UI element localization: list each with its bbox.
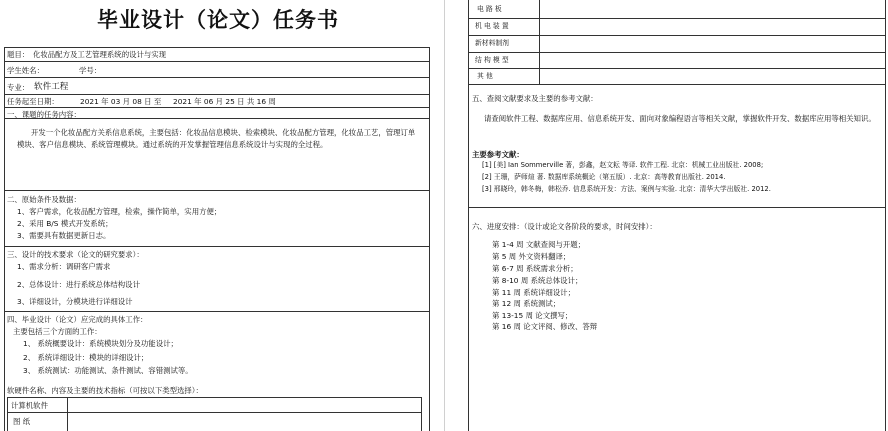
start-date: 2021 年 03 月 08 日 至 bbox=[80, 97, 162, 106]
section2-title: 二、原始条件及数据： bbox=[7, 195, 81, 204]
document-title: 毕业设计（论文）任务书 bbox=[97, 7, 339, 32]
section3-title: 三、设计的技术要求（论文的研究要求）： bbox=[7, 250, 144, 259]
deliverable-software: 计算机软件 bbox=[11, 401, 48, 410]
section2-item: 2、采用 B/S 模式开发系统； bbox=[17, 219, 113, 228]
dates-label: 任务起至日期： bbox=[7, 97, 59, 106]
major-value: 软件工程 bbox=[34, 82, 69, 92]
topic-value: 化妆品配方及工艺管理系统的设计与实现 bbox=[33, 50, 167, 59]
deliverable-electromechanical: 机 电 装 置 bbox=[475, 22, 509, 30]
deliverable-new-material: 新材料制剂 bbox=[475, 39, 509, 47]
deliverable-circuit-board: 电 路 板 bbox=[477, 5, 502, 13]
deliverable-other: 其 他 bbox=[477, 72, 493, 80]
schedule-item: 第 8-10 周 系统总体设计； bbox=[492, 276, 583, 285]
section5-title: 五、查阅文献要求及主要的参考文献： bbox=[472, 94, 598, 103]
reference-item: [3] 邢晓玲，韩冬梅，韩松乔. 信息系统开发：方法、案例与实验. 北京：清华大学出版社. 2012. bbox=[482, 185, 771, 193]
section5-text: 请查阅软件工程、数据库应用、信息系统开发、面向对象编程语言等相关文献，掌握软件开发、数据库应用等相关知识。 bbox=[484, 114, 876, 123]
schedule-item: 第 5 周 外文资料翻译； bbox=[492, 252, 571, 261]
section6-title: 六、进度安排：（设计或论文各阶段的要求，时间安排）： bbox=[472, 222, 657, 231]
section2-item: 1、客户需求，化妆品配方管理，检索，操作简单，实用方便； bbox=[17, 207, 222, 216]
section1-text: 开发一个化妆品配方关系信息系统，主要包括：化妆品信息模块、检索模块、化妆品配方管理，化妆品工艺，管理订单模块、客户信息模块、系统管理模块。通过系统的开发掌握管理信息系统设计与实现的全过程。 bbox=[17, 128, 416, 149]
section2-item: 3、需要具有数据更新日志。 bbox=[17, 231, 111, 240]
references-title: 主要参考文献： bbox=[472, 150, 524, 159]
task-table-body bbox=[4, 118, 430, 431]
reference-item: [2] 王珊，萨师煊 著. 数据库系统概论（第五版）. 北京：高等教育出版社. 2014. bbox=[482, 173, 726, 181]
section4-title: 四、毕业设计（论文）应完成的具体工作： bbox=[7, 315, 148, 324]
section4-intro: 主要包括三个方面的工作： bbox=[13, 327, 102, 336]
section4-item: 2、 系统详细设计：模块的详细设计； bbox=[23, 353, 149, 362]
end-date: 2021 年 06 月 25 日 共 16 周 bbox=[173, 97, 276, 106]
section1-title: 一、课题的任务内容： bbox=[7, 110, 81, 119]
task-book-page-1 bbox=[0, 0, 436, 431]
schedule-item: 第 12 周 系统测试； bbox=[492, 299, 561, 308]
deliverable-structural-model: 结 构 模 型 bbox=[475, 56, 509, 64]
page-divider bbox=[444, 0, 445, 431]
task-book-page-2 bbox=[452, 0, 888, 431]
topic-label: 题目： bbox=[7, 50, 30, 59]
section3-item: 3、详细设计，分模块进行详细设计 bbox=[17, 297, 133, 306]
section3-item: 1、需求分析：调研客户需求 bbox=[17, 262, 111, 271]
schedule-item: 第 11 周 系统详细设计； bbox=[492, 288, 575, 297]
deliverable-drawing: 图 纸 bbox=[13, 417, 31, 426]
schedule-item: 第 16 周 论文评阅、修改、答辩 bbox=[492, 322, 598, 331]
section4-item: 3、 系统测试：功能测试、条件测试、容错测试等。 bbox=[23, 366, 193, 375]
major-label: 专业： bbox=[7, 83, 30, 92]
student-id-label: 学号： bbox=[79, 66, 102, 75]
deliverables-label: 软硬件名称、内容及主要的技术指标（可按以下类型选择）： bbox=[7, 386, 203, 395]
deliverables-table-continued bbox=[468, 0, 886, 85]
schedule-item: 第 1-4 周 文献查阅与开题； bbox=[492, 240, 586, 249]
section4-item: 1、 系统概要设计：系统模块划分及功能设计； bbox=[23, 339, 178, 348]
reference-item: [1] [美] Ian Sommerville 著，彭鑫，赵文耘 等译. 软件工程. 北京：机械工业出版社. 2008; bbox=[482, 161, 764, 169]
deliverables-table bbox=[7, 397, 422, 431]
schedule-item: 第 6-7 周 系统需求分析； bbox=[492, 264, 578, 273]
section3-item: 2、总体设计：进行系统总体结构设计 bbox=[17, 280, 140, 289]
schedule-item: 第 13-15 周 论文撰写； bbox=[492, 311, 573, 320]
student-name-label: 学生姓名： bbox=[7, 66, 44, 75]
